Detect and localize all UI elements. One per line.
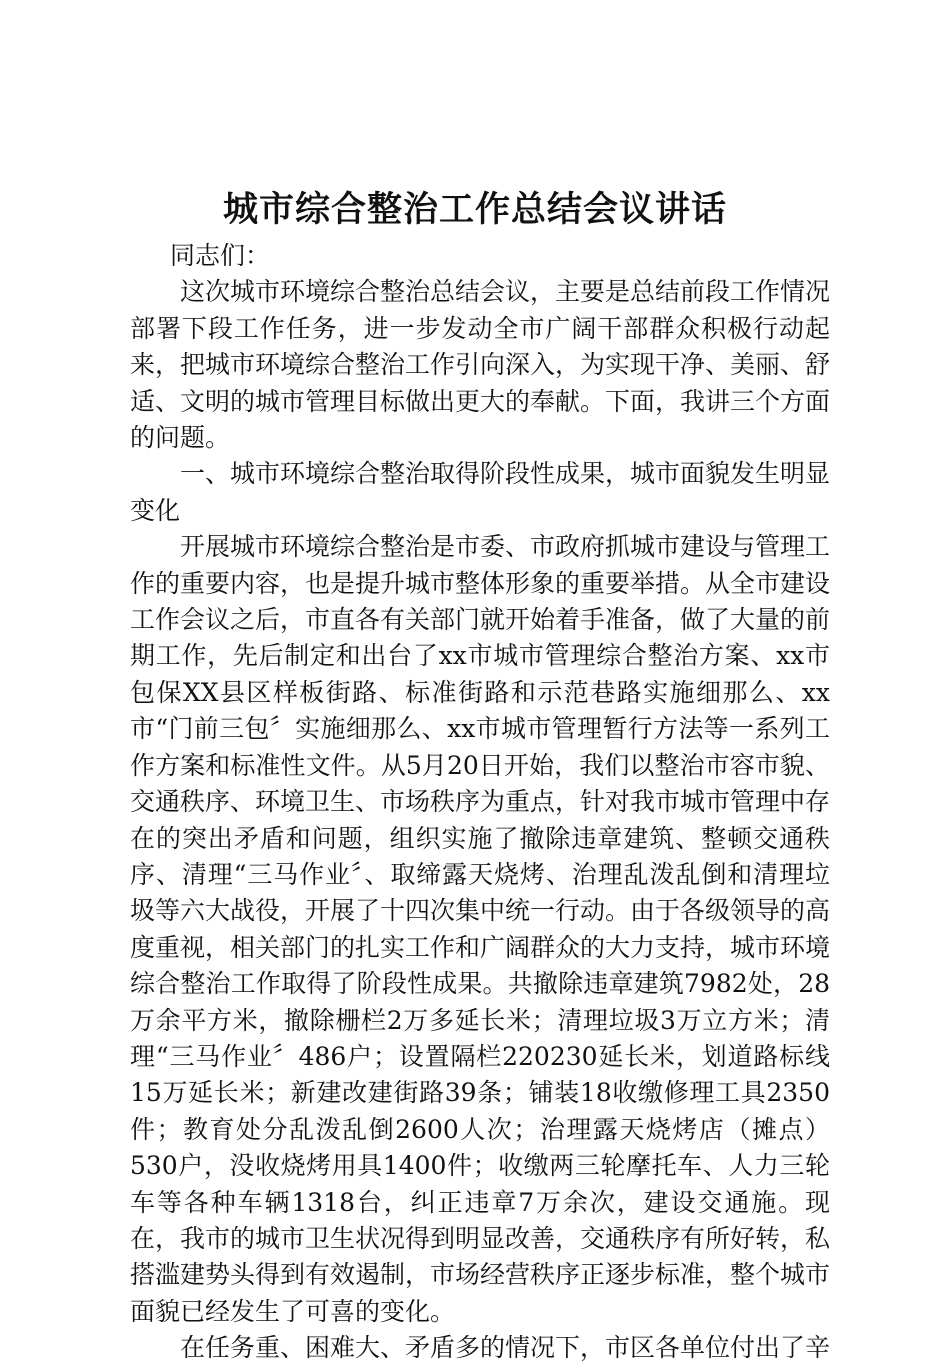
paragraph-continuation: 在任务重、困难大、矛盾多的情况下，市区各单位付出了辛	[180, 1333, 831, 1363]
salutation: 同志们：	[170, 241, 271, 270]
paragraph-achievements: 开展城市环境综合整治是市委、市政府抓城市建设与管理工作的重要内容，也是提升城市整体形象的重要举措。从全市建设工作会议之后，市直各有关部门就开始着手准备，做了大量的前期工作，先后制定和出台了xx市城市管理综合整治方案、xx市包保XX县区样板街路、标准街路和示范巷路实施细那么、xx市“门前三包〞实施细那么、xx市城市管理暂行方法等一系列工作方案和标准性文件。从5月20日开始，我们以整治市容市貌、交通秩序、环境卫生、市场秩序为重点，针对我市城市管理中存在的突出矛盾和问题，组织实施了撤除违章建筑、整顿交通秩序、清理“三马作业〞、取缔露天烧烤、治理乱泼乱倒和清理垃圾等六大战役，开展了十四次集中统一行动。由于各级领导的高度重视，相关部门的扎实工作和广阔群众的大力支持，城市环境综合整治工作取得了阶段性成果。共撤除违章建筑7982处，28万余平方米，撤除栅栏2万多延长米；清理垃圾3万立方米；清理“三马作业〞486户；设置隔栏220230延长米，划道路标线15万延长米；新建改建街路39条；铺装18收缴修理工具2350件；教育处分乱泼乱倒2600人次；治理露天烧烤店（摊点）530户，没收烧烤用具1400件；收缴两三轮摩托车、人力三轮车等各种车辆1318台，纠正违章7万余次，建设交通施。现在，我市的城市卫生状况得到明显改善，交通秩序有所好转，私搭滥建势头得到有效遏制，市场经营秩序正逐步标准，整个城市面貌已经发生了可喜的变化。	[130, 532, 831, 1326]
document-body	[130, 238, 830, 1367]
paragraph-intro: 这次城市环境综合整治总结会议，主要是总结前段工作情况部署下段工作任务，进一步发动全市广阔干部群众积极行动起来，把城市环境综合整治工作引向深入，为实现干净、美丽、舒适、文明的城市管理目标做出更大的奉献。下面，我讲三个方面的问题。	[130, 277, 831, 453]
document-title: 城市综合整治工作总结会议讲话	[222, 189, 727, 230]
section-heading-1: 一、城市环境综合整治取得阶段性成果，城市面貌发生明显变化	[130, 459, 831, 525]
